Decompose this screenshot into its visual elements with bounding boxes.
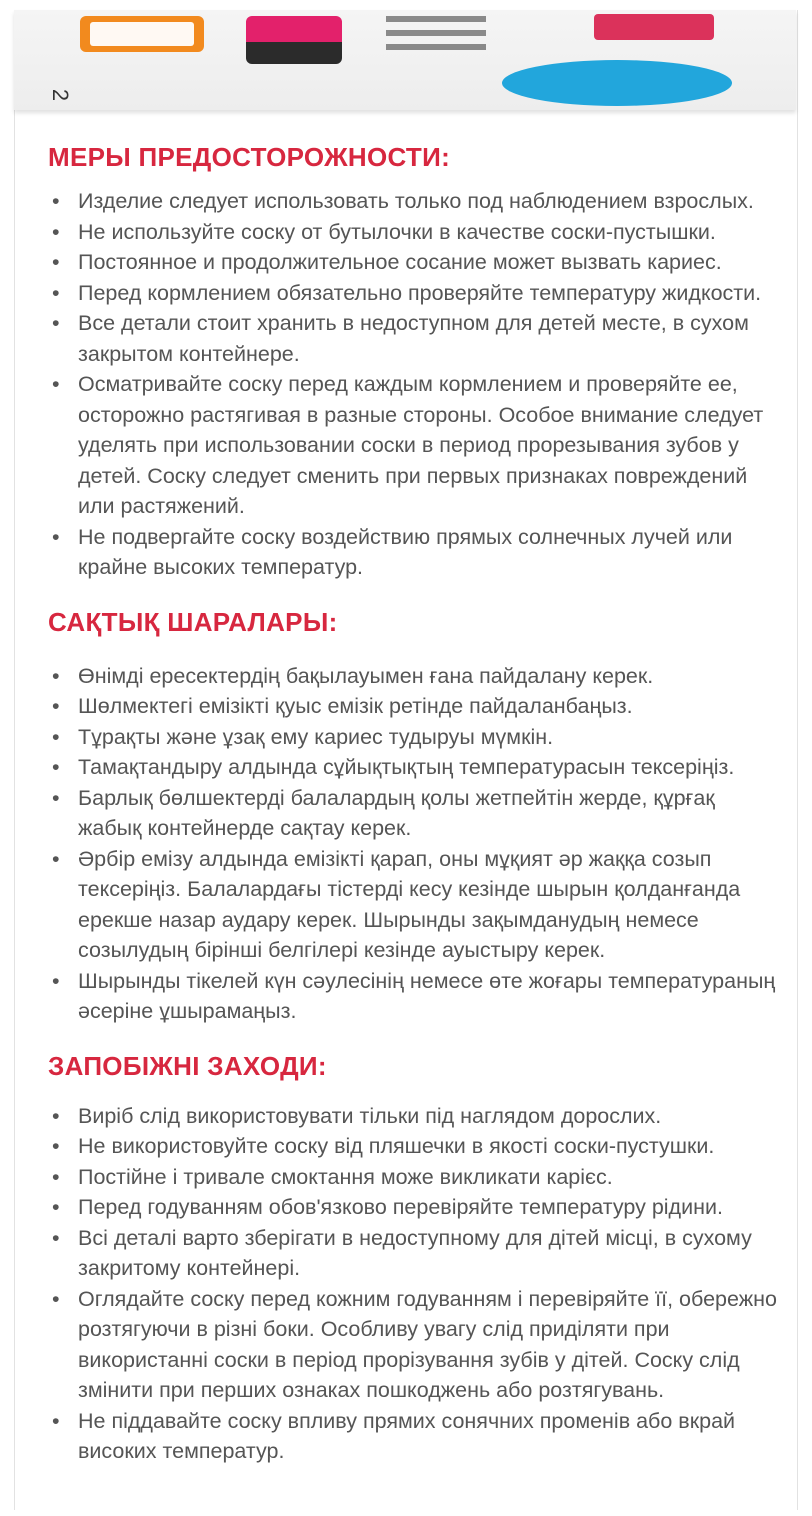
list-item: • Тамақтандыру алдында сұйықтықтың температурасын тексеріңіз. (52, 755, 735, 779)
product-name-lines (386, 16, 486, 76)
size-badge-icon (246, 16, 342, 42)
list-item: • Барлық бөлшектерді балалардың қолы жетпейтін жерде, құрғақ жабық контейнерде сақтау керек. (52, 785, 715, 840)
list-item: • Оглядайте соску перед кожним годуванням і перевіряйте її, обережно розтягуючи в різні боки. Особливу увагу слід приділяти при використанні соски в період прорізування зубів у дітей. Соску слід змінити при перших ознаках пошкоджень або розтягувань. (52, 1286, 777, 1402)
section-title: САҚТЫҚ ШАРАЛАРЫ: (48, 606, 338, 637)
list-item: • Изделие следует использовать только под наблюдением взрослых. (52, 189, 754, 213)
list-item: • Осматривайте соску перед каждым кормлением и проверяйте ее, осторожно растягивая в разные стороны. Особое внимание следует уделять при использовании соски в период прорезывания зубов у детей. Соску следует сменить при первых признаках повреждений или растяжений. (52, 372, 764, 518)
list-item: • Өнімді ересектердің бақылауымен ғана пайдалану керек. (52, 663, 654, 688)
list-item: • Не піддавайте соску впливу прямих сонячних променів або вкрай високих температур. (52, 1408, 736, 1463)
bullet-list (48, 1101, 778, 1467)
package-top-strip (14, 10, 796, 110)
list-item: • Виріб слід використовувати тільки під наглядом дорослих. (52, 1103, 662, 1128)
list-item: • Все детали стоит хранить в недоступном для детей месте, в сухом закрытом контейнере. (52, 311, 749, 366)
section-ukrainian (48, 1051, 778, 1467)
list-item: • Постійне і тривале смоктання може викликати карієс. (52, 1164, 613, 1189)
list-item: • Тұрақты және ұзақ ему кариес тудыруы мүмкін. (52, 724, 554, 749)
list-item: • Әрбір емізу алдында емізікті қарап, оны мұқият әр жаққа созып тексеріңіз. Балалардағы тістерді кесу кезінде шырын қолданғанда ерекше назар аудару керек. Шырынды зақымданудың немесе созылудың бірінші белгілері кезінде ауыстыру керек. (52, 846, 741, 962)
list-item: • Перед кормлением обязательно проверяйте температуру жидкости. (52, 280, 762, 305)
precautions-content (48, 142, 778, 1467)
size-badge-bottom-icon (246, 42, 342, 64)
section-title: МЕРЫ ПРЕДОСТОРОЖНОСТИ: (48, 142, 451, 172)
section-kazakh (48, 607, 778, 1027)
bullet-list (48, 186, 778, 583)
list-item: • Не используйте соску от бутылочки в качестве соски-пустышки. (52, 219, 716, 244)
brand-logo-icon (594, 14, 714, 40)
list-item: • Всі деталі варто зберігати в недоступному для дітей місці, в сухому закритому контейнері. (52, 1225, 752, 1280)
side-number: 2 (48, 88, 74, 102)
section-russian (48, 142, 778, 583)
list-item: • Шырынды тікелей күн сәулесінің немесе өте жоғары температураның әсеріне ұшырамаңыз. (52, 968, 776, 1023)
bullet-list (48, 661, 778, 1027)
list-item: • Не використовуйте соску від пляшечки в якості соски-пустушки. (52, 1134, 715, 1158)
age-badge-icon (80, 16, 204, 52)
list-item: • Перед годуванням обов'язково перевіряйте температуру рідини. (52, 1195, 723, 1219)
list-item: • Постоянное и продолжительное сосание может вызвать кариес. (52, 250, 722, 274)
list-item: • Шөлмектегі емізікті қуыс емізік ретінде пайдаланбаңыз. (52, 694, 633, 718)
blue-ellipse-badge-icon (502, 60, 732, 106)
list-item: • Не подвергайте соску воздействию прямых солнечных лучей или крайне высоких температур. (52, 524, 733, 579)
section-title: ЗАПОБІЖНІ ЗАХОДИ: (48, 1050, 327, 1081)
